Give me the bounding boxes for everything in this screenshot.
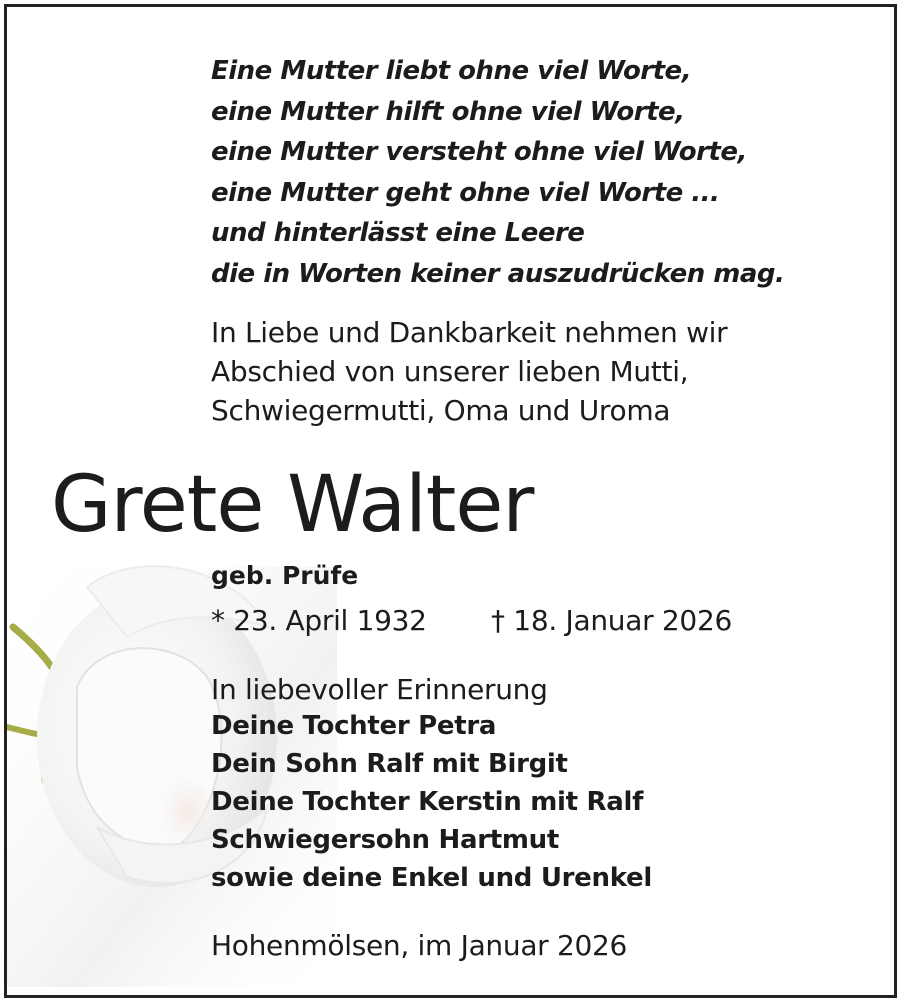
mourner: sowie deine Enkel und Urenkel [211,863,652,893]
poem-line: eine Mutter versteht ohne viel Worte, [211,137,747,167]
obituary-frame [4,4,897,998]
poem-line: Eine Mutter liebt ohne viel Worte, [211,56,692,86]
mourner: Schwiegersohn Hartmut [211,825,559,855]
poem [211,51,784,294]
mourner: Deine Tochter Petra [211,711,497,741]
poem-line: und hinterlässt eine Leere [211,218,585,248]
intro-line: In Liebe und Dankbarkeit nehmen wir [211,316,728,349]
poem-line: eine Mutter geht ohne viel Worte ... [211,177,720,208]
poem-line: eine Mutter hilft ohne viel Worte, [211,96,685,127]
birth-date: * 23. April 1932 [211,604,427,637]
intro-text [211,313,727,430]
intro-line: Abschied von unserer lieben Mutti, [211,355,689,388]
life-dates [211,601,732,641]
intro-line: Schwiegermutti, Oma und Uroma [211,394,671,427]
place-date: Hohenmölsen, im Januar 2026 [211,929,628,962]
death-date: † 18. Januar 2026 [491,604,732,637]
mourner: Dein Sohn Ralf mit Birgit [211,749,568,779]
maiden-name: geb. Prüfe [211,561,359,590]
deceased-name: Grete Walter [51,460,534,550]
memory-line: In liebevoller Erinnerung [211,673,548,706]
mourner: Deine Tochter Kerstin mit Ralf [211,787,644,817]
mourners-list [211,707,652,897]
poem-line: die in Worten keiner auszudrücken mag. [211,258,785,289]
